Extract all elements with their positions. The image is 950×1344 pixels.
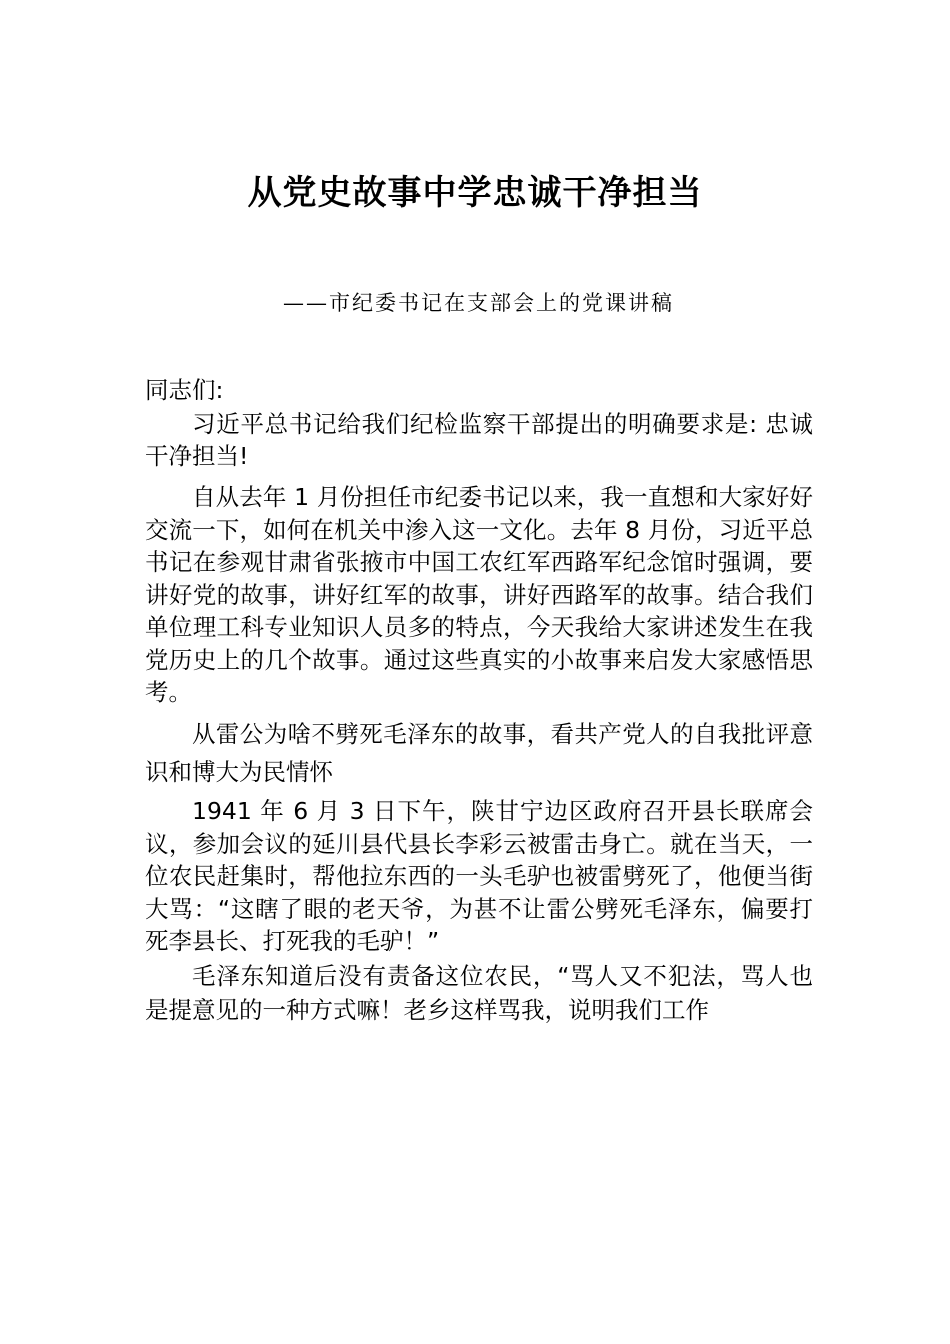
paragraph-3: 1941 年 6 月 3 日下午，陕甘宁边区政府召开县长联席会议，参加会议的延川县代县长李彩云被雷击身亡。就在当天，一位农民赶集时，帮他拉东西的一头毛驴也被雷劈死了，他便当街大骂：“这瞎了眼的老天爷，为甚不让雷公劈死毛泽东，偏要打死李县长、打死我的毛驴！” bbox=[145, 797, 813, 955]
document-subtitle: ——市纪委书记在支部会上的党课讲稿 bbox=[283, 291, 674, 315]
document-title: 从党史故事中学忠诚干净担当 bbox=[247, 173, 703, 213]
paragraph-1: 习近平总书记给我们纪检监察干部提出的明确要求是: 忠诚干净担当! bbox=[145, 410, 813, 470]
paragraph-2: 自从去年 1 月份担任市纪委书记以来，我一直想和大家好好交流一下，如何在机关中渗入这一文化。去年 8 月份，习近平总书记在参观甘肃省张掖市中国工农红军西路军纪念馆时强调，要讲好党的故事，讲好红军的故事，讲好西路军的故事。结合我们单位理工科专业知识人员多的特点，今天我给大家讲述发生在我党历史上的几个故事。通过这些真实的小故事来启发大家感悟思考。 bbox=[145, 483, 813, 706]
section-heading: 从雷公为啥不劈死毛泽东的故事，看共产党人的自我批评意识和博大为民情怀 bbox=[145, 720, 813, 786]
paragraph-4: 毛泽东知道后没有责备这位农民，“骂人又不犯法，骂人也是提意见的一种方式嘛！老乡这样骂我，说明我们工作 bbox=[145, 962, 813, 1024]
salutation: 同志们: bbox=[145, 376, 224, 404]
